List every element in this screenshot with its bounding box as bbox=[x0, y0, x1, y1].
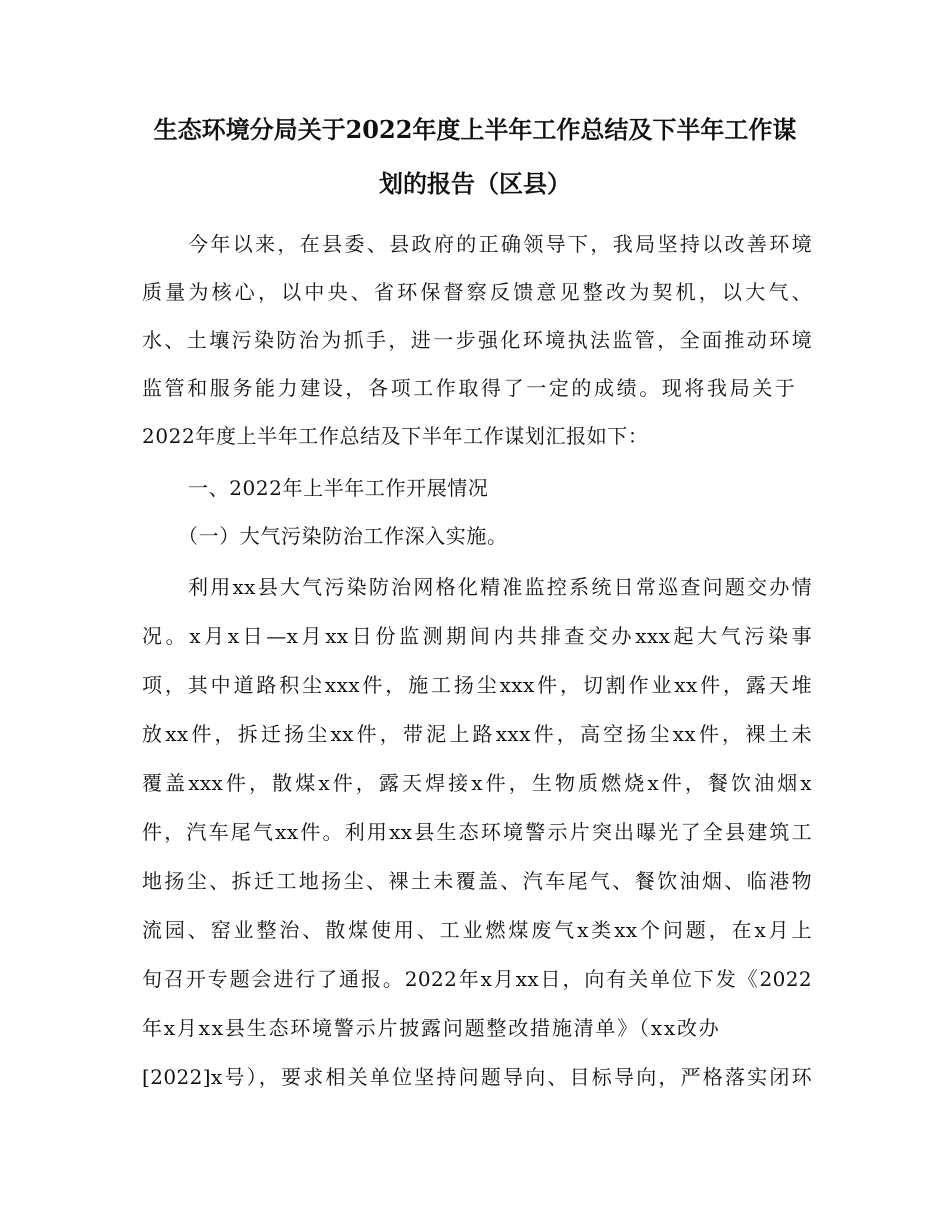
paragraph-2-line: 年x月xx县生态环境警示片披露问题整改措施清单》（xx改办 bbox=[142, 1016, 721, 1040]
paragraph-2-line: 流园、窑业整治、散煤使用、工业燃煤废气x类xx个问题，在x月上 bbox=[142, 918, 812, 942]
paragraph-1-line: 今年以来，在县委、县政府的正确领导下，我局坚持以改善环境 bbox=[188, 232, 812, 256]
paragraph-2-line: 覆盖xxx件，散煤x件，露天焊接x件，生物质燃烧x件，餐饮油烟x bbox=[142, 771, 812, 795]
paragraph-1-line: 质量为核心，以中央、省环保督察反馈意见整改为契机，以大气、 bbox=[142, 280, 812, 304]
section-heading: 一、2022年上半年工作开展情况 bbox=[188, 476, 489, 500]
paragraph-1-line: 2022年度上半年工作总结及下半年工作谋划汇报如下： bbox=[142, 424, 649, 448]
paragraph-1-line: 水、土壤污染防治为抓手，进一步强化环境执法监管，全面推动环境 bbox=[142, 328, 812, 352]
paragraph-2-line: 项，其中道路积尘xxx件，施工扬尘xxx件，切割作业xx件，露天堆 bbox=[142, 673, 812, 697]
document-title-line-1: 生态环境分局关于2022年度上半年工作总结及下半年工作谋 bbox=[153, 115, 797, 144]
subsection-heading: （一）大气污染防治工作深入实施。 bbox=[178, 524, 508, 548]
paragraph-2-line: 地扬尘、拆迁工地扬尘、裸土未覆盖、汽车尾气、餐饮油烟、临港物 bbox=[142, 869, 812, 893]
document-title-line-2: 划的报告（区县） bbox=[379, 169, 571, 198]
paragraph-2-line: 况。x月x日—x月xx日份监测期间内共排查交办xxx起大气污染事 bbox=[142, 624, 812, 648]
paragraph-2-line: 件，汽车尾气xx件。利用xx县生态环境警示片突出曝光了全县建筑工 bbox=[142, 820, 812, 844]
paragraph-1-line: 监管和服务能力建设，各项工作取得了一定的成绩。现将我局关于 bbox=[142, 376, 798, 400]
paragraph-2-line: 放xx件，拆迁扬尘xx件，带泥上路xxx件，高空扬尘xx件，裸土未 bbox=[142, 722, 812, 746]
paragraph-2-line: 旬召开专题会进行了通报。2022年x月xx日，向有关单位下发《2022 bbox=[142, 967, 812, 991]
paragraph-2-line: [2022]x号），要求相关单位坚持问题导向、目标导向，严格落实闭环 bbox=[142, 1065, 812, 1089]
paragraph-2-line: 利用xx县大气污染防治网格化精准监控系统日常巡查问题交办情 bbox=[188, 575, 812, 599]
